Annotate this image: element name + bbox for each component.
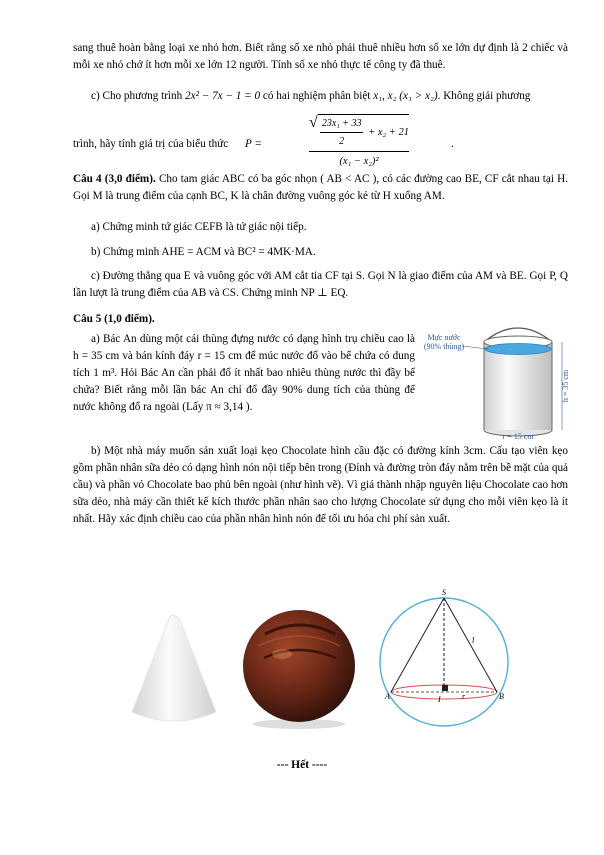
question-4 [73, 171, 568, 205]
label-B: B [499, 692, 504, 701]
label-l: l [472, 636, 475, 645]
question-4a: a) Chứng minh tứ giác CEFB là tứ giác nội tiếp. [91, 221, 307, 233]
expression-numerator: √ $\frac{\text{23x₁ + 33}}{2}$ + x₂ + 21 [309, 114, 409, 152]
text-2c-a: c) Cho phương trình [91, 90, 183, 102]
label-S: S [442, 588, 446, 597]
end-marker: --- Hết ---- [276, 759, 328, 771]
height-label: h = 35 cm [561, 369, 570, 403]
sphere-cone-diagram [376, 585, 518, 735]
inner-fraction: $\frac{\text{23x₁ + 33}}{2}$ [320, 115, 364, 150]
text-2c-b: có hai nghiệm phân biệt [262, 90, 371, 102]
water-level-label-1: Mực nước [427, 333, 461, 342]
radius-label: r = 15 cm [502, 432, 534, 440]
sphere-outline [380, 598, 508, 726]
equation-quadratic: 2x² − 7x − 1 = 0 [185, 90, 261, 102]
label-r: r [462, 692, 466, 701]
text-expression-intro: trình, hãy tính giá trị của biểu thức [73, 138, 229, 150]
paragraph-2c [73, 88, 568, 105]
expression-P [269, 114, 449, 170]
label-I: I [438, 695, 441, 704]
text-2c-d: . Không giải phương [437, 90, 531, 102]
question-4-label: Câu 4 (3,0 điểm). [73, 173, 156, 185]
question-5a: a) Bác An dùng một cái thùng đựng nước có dạng hình trụ chiều cao là h = 35 cm và bán kính đáy r = 15 cm để múc nước đổ vào bể chứa có dung tích 1 m³. Hỏi Bác An cần phải đổ ít nhất bao nhiêu thùng nước thì đầy bể chứa? Biết rằng mỗi lần bác An chỉ đổ đầy 90% dung tích của thùng để nước không đổ ra ngoài (Lấy π ≈ 3,14 ). [73, 333, 415, 413]
question-5-label: Câu 5 (1,0 điểm). [73, 313, 155, 325]
roots-condition: x₁, x₂ (x₁ > x₂) [373, 90, 438, 102]
milk-cone-image [130, 612, 218, 730]
question-5b: b) Một nhà máy muốn sản xuất loại kẹo Chocolate hình cầu đặc có đường kính 3cm. Cấu tạo viên kẹo gồm phần nhân sữa dẻo có dạng hình nón nội tiếp bên trong (Đỉnh và đường tròn đáy nằm trên bề mặt của quả cầu) và phần vỏ Chocolate bao phủ bên ngoài (như hình vẽ). Vì giá thành nhập nguyên liệu Chocolate cao hơn sữa dẻo, nhà máy cần thiết kế kích thước phần nhân sao cho lượng Chocolate sử dụng cho mỗi viên kẹo là ít nhất. Hãy xác định chiều cao của phần nhân hình nón để tối ưu hóa chi phí sản xuất. [73, 445, 568, 525]
water-surface [485, 344, 551, 355]
expression-P-label: P = [245, 138, 262, 150]
paragraph-1: sang thuê hoàn bằng loại xe nhỏ hơn. Biết rằng số xe nhỏ phải thuê nhiều hơn số xe lớn dự định là 2 chiếc và mỗi xe nhỏ chở ít hơn mỗi xe lớn 12 người. Tính số xe nhỏ thực tế công ty đã thuê. [73, 42, 568, 71]
question-4c: c) Đường thẳng qua E và vuông góc với AM cắt tia CF tại S. Gọi N là giao điểm của AM và BE. Gọi P, Q lần lượt là trung điểm của AB và CS. Chứng minh NP ⊥ EQ. [73, 270, 568, 299]
chocolate-ball-image [240, 604, 358, 730]
expression-denominator: (x₁ − x₂)² [339, 156, 379, 167]
label-A: A [385, 692, 390, 701]
bucket-figure [418, 322, 578, 440]
paragraph-expression: trình, hãy tính giá trị của biểu thức P = √ $\frac{\text{23x₁ + 33}}{2}$ + x₂ + 21 (x₁ − x₂)² . [73, 114, 568, 164]
question-4-text: Cho tam giác ABC có ba góc nhọn ( AB < AC ), có các đường cao BE, CF cắt nhau tại H. Gọi M là trung điểm của cạnh BC, K là chân đường vuông góc kẻ từ H xuống AM. [73, 173, 569, 202]
question-4b: b) Chứng minh AHE = ACM và BC² = 4MK·MA. [91, 246, 316, 258]
water-level-label-2: (90% thùng) [423, 342, 465, 351]
